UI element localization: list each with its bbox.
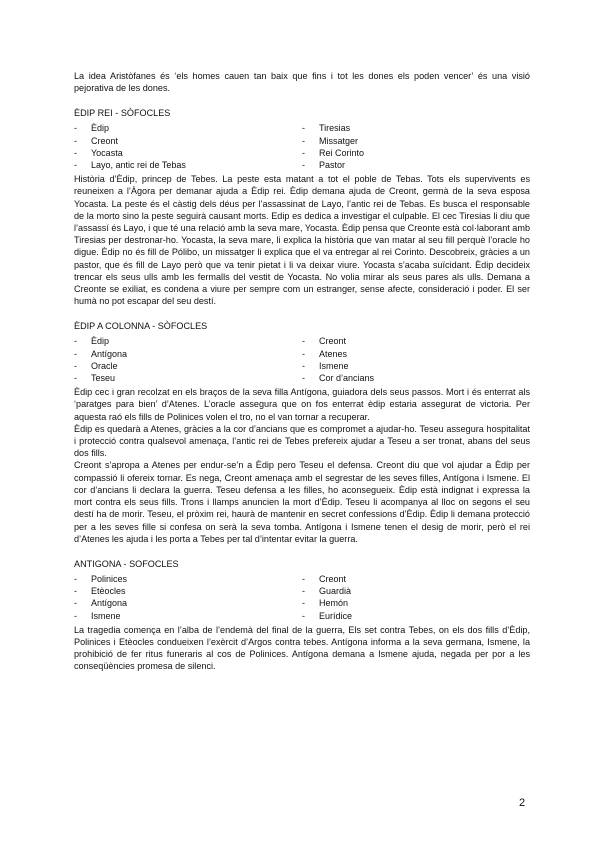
character-list — [74, 573, 530, 622]
section-antigona — [74, 558, 530, 673]
character-item: - Antígona — [74, 597, 302, 609]
section-edip-colonna — [74, 320, 530, 544]
character-item: - Pastor — [302, 159, 530, 171]
character-item: - Yocasta — [74, 147, 302, 159]
character-item: - Etèocles — [74, 585, 302, 597]
character-item: - Tiresias — [302, 122, 530, 134]
section-heading: ANTIGONA - SOFOCLES — [74, 558, 179, 569]
character-item: - Layo, antic rei de Tebas — [74, 159, 302, 171]
character-item: - Creont — [302, 335, 530, 347]
character-item: - Cor d’ancians — [302, 372, 530, 384]
character-item: - Teseu — [74, 372, 302, 384]
character-item: - Antígona — [74, 348, 302, 360]
character-list — [74, 335, 530, 384]
section-paragraph: Història d’Èdip, princep de Tebes. La peste esta matant a tot el poble de Tebas. Tots els supervivents es reuneixen a l’Àgora per demanar ajuda a Èdip rei. Èdip demana ajuda de Creont, germà de la seva esposa Yocasta. La peste és el càstig dels déus per l’assassinat de Layo, l’antic rei de Tebas. Es busca el responsable de la morto sino la peste seguirà causant morts. Edip es dedica a investigar el culpable. El cec Tiresias li diu que l’assassí és Layo, i que té una relació amb la seva mare, Yocasta. Èdip pensa que Creonte està col·laborant amb Tiresias per destronar-ho. Yocasta, la seva mare, li explica la història que van matar al seu fill perquè l’oracle ho digue. Èdip no és fill de Pólibo, un missatger li explica que el va entregar al rei Corinto. Descobreix, gràcies a un pastor, que és fill de Layo però que va tenir pietat i li va deixar viure. Yocasta s’acaba suïcidant. Èdip decideix trencar els seus ulls amb les fermalls del vestit de Yocasta. No volia mirar als seus pares als ulls. Demana a Creonte se exiliat, es condena a viure per sempre com un estranger, sense afecte, consideració i poder. El ser humà no pot escapar del seu destí. — [74, 174, 530, 307]
character-item: - Ismene — [302, 360, 530, 372]
character-column-right — [302, 335, 530, 384]
section-paragraph: Creont s’apropa a Atenes per endur-se’n a Èdip pero Teseu el defensa. Creont diu que vol ajudar a Èdip per compassió li ofereix tornar. Es nega, Creont amenaça amb el segrestar de les seves filles, Antígona i Ismene. El cor d’ancians li declara la guerra. Teseu defensa a les filles, ho aconsegueix. Èdip està indignat i expressa la mort contra els seus fills. Trons i llamps anuncien la mort d’Èdip. Teseu li acompanya al lloc on segons el seu destí ha de morir. Teseu, el pròxim rei, haurà de mantenir en secret confessions d’Èdip. Èdip li demana protecció per a les seves fille si confesa on serà la seva tomba. Antígona i Ismene tenen el desig de morir, però el rei d’Atenes les ajuda i les porta a Tebes per tal d’intentar evitar la guerra. — [74, 460, 530, 544]
intro-paragraph: La idea Aristòfanes és ‘els homes cauen tan baix que fins i tot les dones els poden vencer’ és una visió pejorativa de les dones. — [74, 71, 530, 94]
character-column-right — [302, 122, 530, 171]
character-item: - Eurídice — [302, 610, 530, 622]
character-column-right — [302, 573, 530, 622]
character-item: - Oracle — [74, 360, 302, 372]
character-column-left — [74, 335, 302, 384]
character-item: - Guardià — [302, 585, 530, 597]
section-heading: ÈDIP REI - SÒFOCLES — [74, 108, 171, 119]
character-item: - Creont — [74, 135, 302, 147]
character-item: - Creont — [302, 573, 530, 585]
character-item: - Rei Corinto — [302, 147, 530, 159]
character-item: - Atenes — [302, 348, 530, 360]
character-list — [74, 122, 530, 171]
page-number: 2 — [519, 797, 526, 809]
section-heading: ÈDIP A COLONNA - SÒFOCLES — [74, 321, 208, 332]
character-item: - Èdip — [74, 122, 302, 134]
document-page — [74, 70, 530, 673]
character-item: - Missatger — [302, 135, 530, 147]
section-paragraph: Èdip cec i gran recolzat en els braços de la seva filla Antígona, guiadora dels seus passos. Mort i és enterrat als ‘paratges para bien’ d’Atenes. L’oracle assegura que on fos enterrat èdip estaria assegurat de victoria. Per aquesta raó els fills de Polinices volen el tro, no el van tornar a recuperar. — [74, 387, 530, 422]
section-paragraph: Èdip es quedarà a Atenes, gràcies a la cor d’ancians que es compromet a ajudar-ho. Teseu assegura hospitalitat i protecció contra qualsevol amenaça, l’antic rei de Tebes prefereix ajudar a Teseu a ser tronat, abans del seus dos fills. — [74, 423, 530, 459]
character-item: - Hemón — [302, 597, 530, 609]
character-column-left — [74, 573, 302, 622]
character-column-left — [74, 122, 302, 171]
character-item: - Ismene — [74, 610, 302, 622]
character-item: - Polinices — [74, 573, 302, 585]
character-item: - Èdip — [74, 335, 302, 347]
section-edip-rei — [74, 107, 530, 307]
section-paragraph: La tragedia comença en l’alba de l’endemà del final de la guerra, Els set contra Tebes, on els dos fills d’Èdip, Polinices i Etèocles condueixen l’exèrcit d’Argos contra tebes. Antígona informa a la seva germana, Ismene, la prohibició de fer ritus funeraris al cos de Polinices. Antígona demana a Ismene ajuda, negada per por a les conseqüències promesa de silenci. — [74, 624, 530, 672]
